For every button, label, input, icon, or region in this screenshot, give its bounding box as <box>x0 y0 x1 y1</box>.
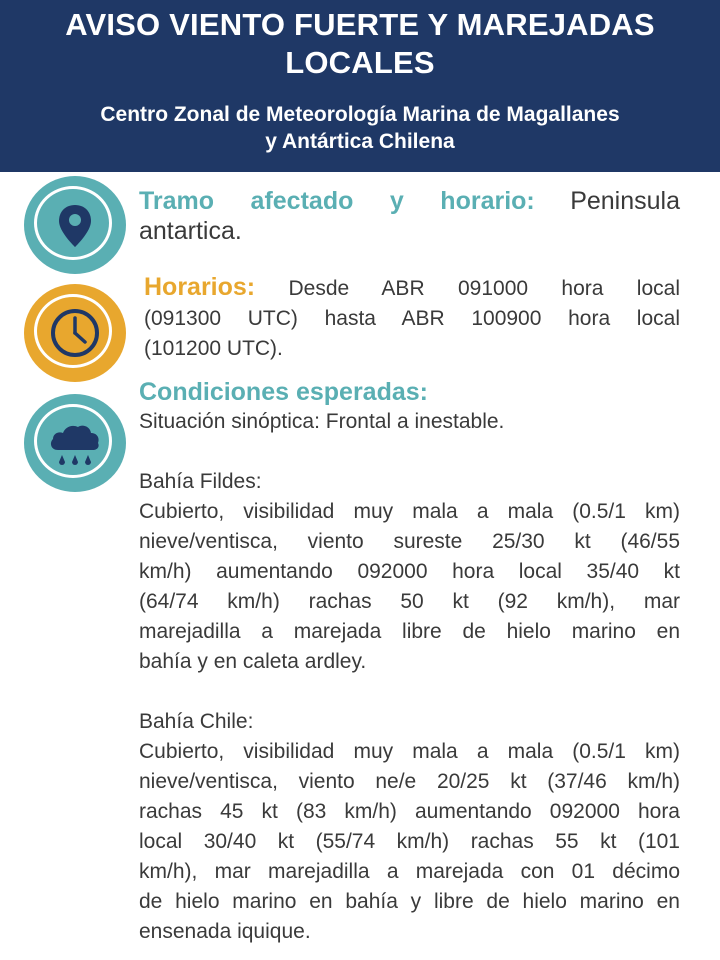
fildes-line: km/h) aumentando 092000 hora local 35/40 kt <box>139 560 680 583</box>
subtitle-line-2: y Antártica Chilena <box>265 130 455 153</box>
fildes-line: Cubierto, visibilidad muy mala a mala (0.5/1 km) <box>139 500 680 523</box>
schedule-line-3: (101200 UTC). <box>144 337 283 360</box>
schedule-label: Horarios: <box>144 273 256 301</box>
synoptic-situation: Situación sinóptica: Frontal a inestable. <box>139 410 505 433</box>
chile-line: Cubierto, visibilidad muy mala a mala (0.5/1 km) <box>139 740 680 763</box>
conditions-heading: Condiciones esperadas: <box>139 378 428 406</box>
schedule-line-2: (091300 UTC) hasta ABR 100900 hora local <box>144 307 680 330</box>
clock-icon <box>24 284 126 382</box>
area-label: Tramo afectado y horario: <box>139 187 535 215</box>
chile-line: de hielo marino en bahía y libre de hielo marino en <box>139 890 680 913</box>
title-line-1: AVISO VIENTO FUERTE Y MAREJADAS <box>65 7 655 42</box>
chile-line: ensenada iquique. <box>139 920 311 943</box>
chile-line: rachas 45 kt (83 km/h) aumentando 092000 hora <box>139 800 680 823</box>
fildes-name: Bahía Fildes: <box>139 470 262 493</box>
location-pin-icon <box>24 176 126 274</box>
area-value-2: antartica. <box>139 217 242 245</box>
page-subtitle <box>10 101 710 155</box>
chile-line: local 30/40 kt (55/74 km/h) rachas 55 kt (101 <box>139 830 680 853</box>
area-value-1: Peninsula <box>570 187 680 215</box>
schedule-text-1: Desde ABR 091000 hora local <box>288 277 680 300</box>
title-line-2: LOCALES <box>285 45 435 80</box>
subtitle-line-1: Centro Zonal de Meteorología Marina de Magallanes <box>100 103 620 126</box>
fildes-line: nieve/ventisca, viento sureste 25/30 kt (46/55 <box>139 530 680 553</box>
page-title <box>10 6 710 82</box>
fildes-line: bahía y en caleta ardley. <box>139 650 367 673</box>
chile-name: Bahía Chile: <box>139 710 254 733</box>
area-line-1 <box>139 186 680 218</box>
section-schedule <box>144 272 680 364</box>
header-banner <box>0 0 720 172</box>
fildes-line: (64/74 km/h) rachas 50 kt (92 km/h), mar <box>139 590 680 613</box>
section-conditions <box>139 377 680 947</box>
fildes-line: marejadilla a marejada libre de hielo marino en <box>139 620 680 643</box>
rain-cloud-icon <box>24 394 126 492</box>
chile-line: km/h), mar marejadilla a marejada con 01 décimo <box>139 860 680 883</box>
chile-line: nieve/ventisca, viento ne/e 20/25 kt (37/46 km/h) <box>139 770 680 793</box>
schedule-line-1 <box>144 272 680 304</box>
section-area <box>139 186 680 246</box>
